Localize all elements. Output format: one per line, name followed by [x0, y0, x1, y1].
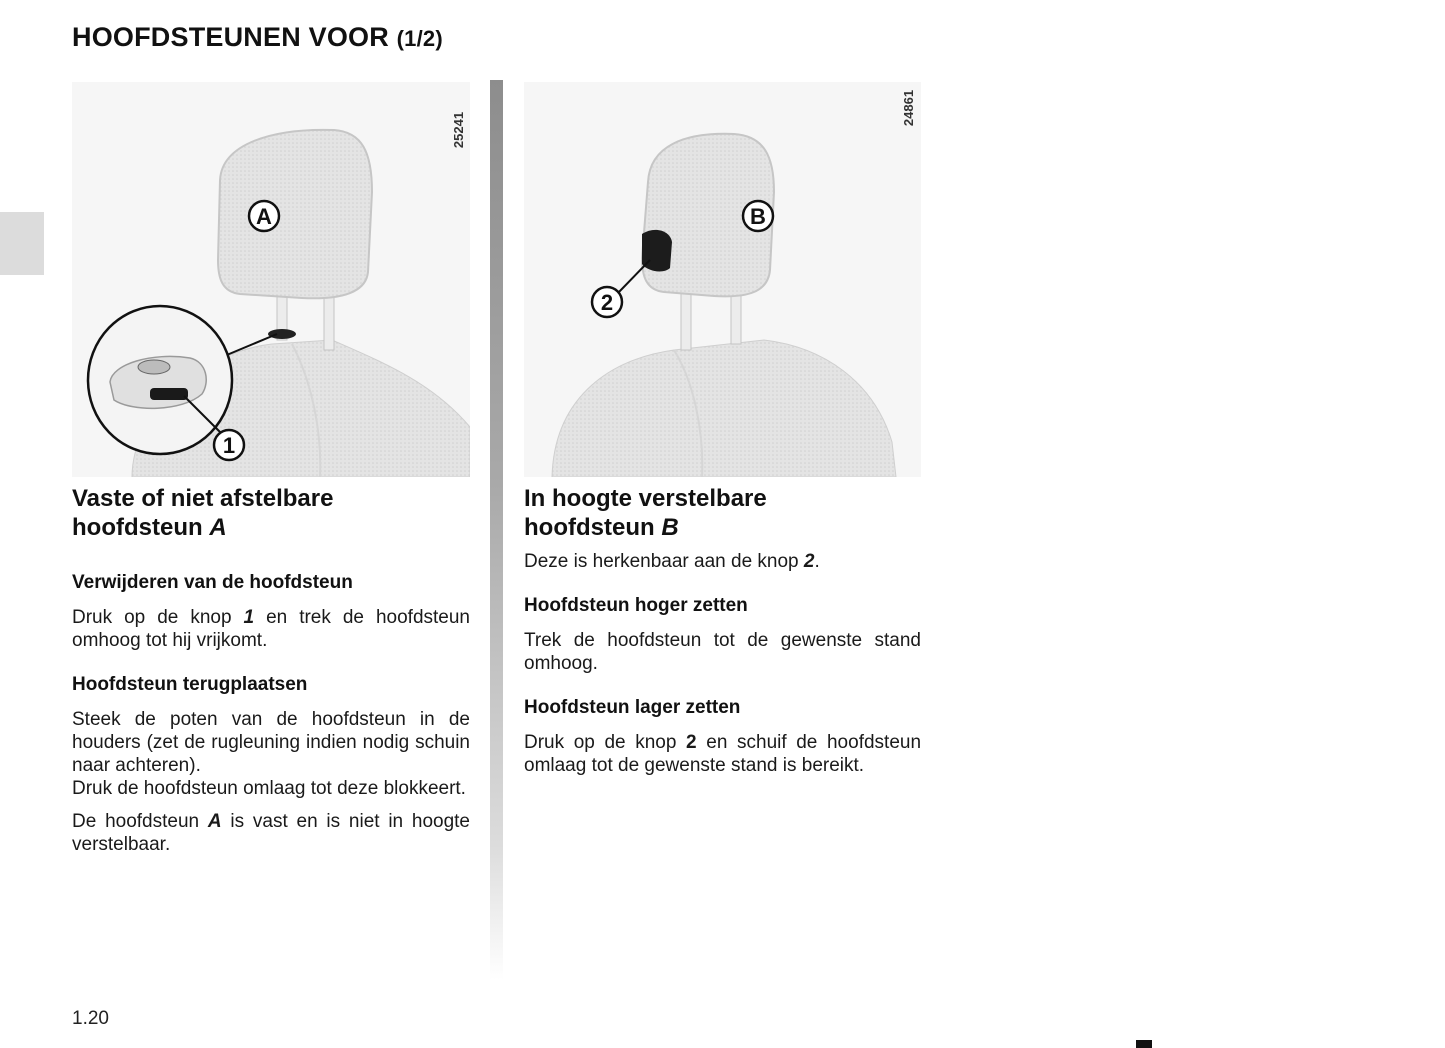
section-raise-title: Hoofdsteun hoger zetten: [524, 595, 748, 616]
chapter-tab: [0, 212, 44, 275]
left-heading-line1: Vaste of niet afstelbare: [72, 485, 334, 512]
section-refit-title: Hoofdsteun terugplaatsen: [72, 674, 308, 695]
corner-marker: [1136, 1040, 1152, 1048]
page-title: [72, 22, 443, 53]
callout-letter-a: A: [256, 204, 272, 229]
lower-text-after: en schuif de hoofdsteun omlaag tot de gewenste stand is bereikt.: [524, 732, 922, 776]
note-ref: A: [207, 811, 222, 832]
figure-code-left: 25241: [451, 111, 466, 149]
section-refit-para2: Druk de hoofdsteun omlaag tot deze blokkeert.: [72, 778, 466, 799]
remove-text-before: Druk op de knop: [72, 607, 232, 628]
adjustable-intro: [524, 550, 921, 573]
fixed-headrest-illustration: [72, 82, 470, 477]
remove-ref: 1: [243, 607, 255, 628]
intro-ref: 2: [803, 551, 815, 572]
left-heading: [72, 484, 470, 542]
fixed-note: [72, 810, 470, 856]
section-raise-text: Trek de hoofdsteun tot de gewenste stand omhoog.: [524, 630, 921, 674]
title-text: HOOFDSTEUNEN VOOR: [72, 22, 389, 52]
left-heading-line2: hoofdsteun: [72, 514, 203, 541]
remove-text-after: en trek de hoofdsteun omhoog tot hij vrijkomt.: [72, 607, 470, 651]
callout-letter-b: B: [750, 204, 766, 229]
callout-number-2: 2: [600, 290, 614, 315]
right-heading-line2: hoofdsteun: [524, 514, 655, 541]
figure-code-right: 24861: [901, 89, 916, 127]
intro-text-after: .: [814, 551, 820, 572]
section-refit-para1: Steek de poten van de hoofdsteun in de houders (zet de rugleuning indien nodig schuin naar achteren).: [72, 709, 470, 776]
lower-text-before: Druk op de knop: [524, 732, 677, 753]
page-number: 1.20: [72, 1008, 109, 1029]
column-divider: [490, 80, 503, 980]
section-remove-text: [72, 606, 470, 652]
section-remove-title: Verwijderen van de hoofdsteun: [72, 572, 353, 593]
right-heading-letter: B: [661, 514, 679, 541]
note-text-before: De hoofdsteun: [72, 811, 200, 832]
title-page-indicator: (1/2): [396, 26, 443, 51]
section-lower-text: [524, 731, 921, 777]
lower-ref: 2: [686, 732, 697, 753]
section-lower-title: Hoofdsteun lager zetten: [524, 697, 741, 718]
right-column: [524, 484, 921, 787]
figure-adjustable-headrest: [524, 82, 921, 477]
left-column: [72, 484, 470, 866]
figure-fixed-headrest: [72, 82, 470, 477]
intro-text-before: Deze is herkenbaar aan de knop: [524, 551, 799, 572]
right-heading-line1: In hoogte verstelbare: [524, 485, 767, 512]
right-heading: [524, 484, 921, 542]
left-heading-letter: A: [209, 514, 227, 541]
callout-number-1: 1: [222, 433, 236, 458]
adjustable-headrest-illustration: [524, 82, 921, 477]
note-text-after: is vast en is niet in hoogte verstelbaar.: [72, 811, 470, 855]
